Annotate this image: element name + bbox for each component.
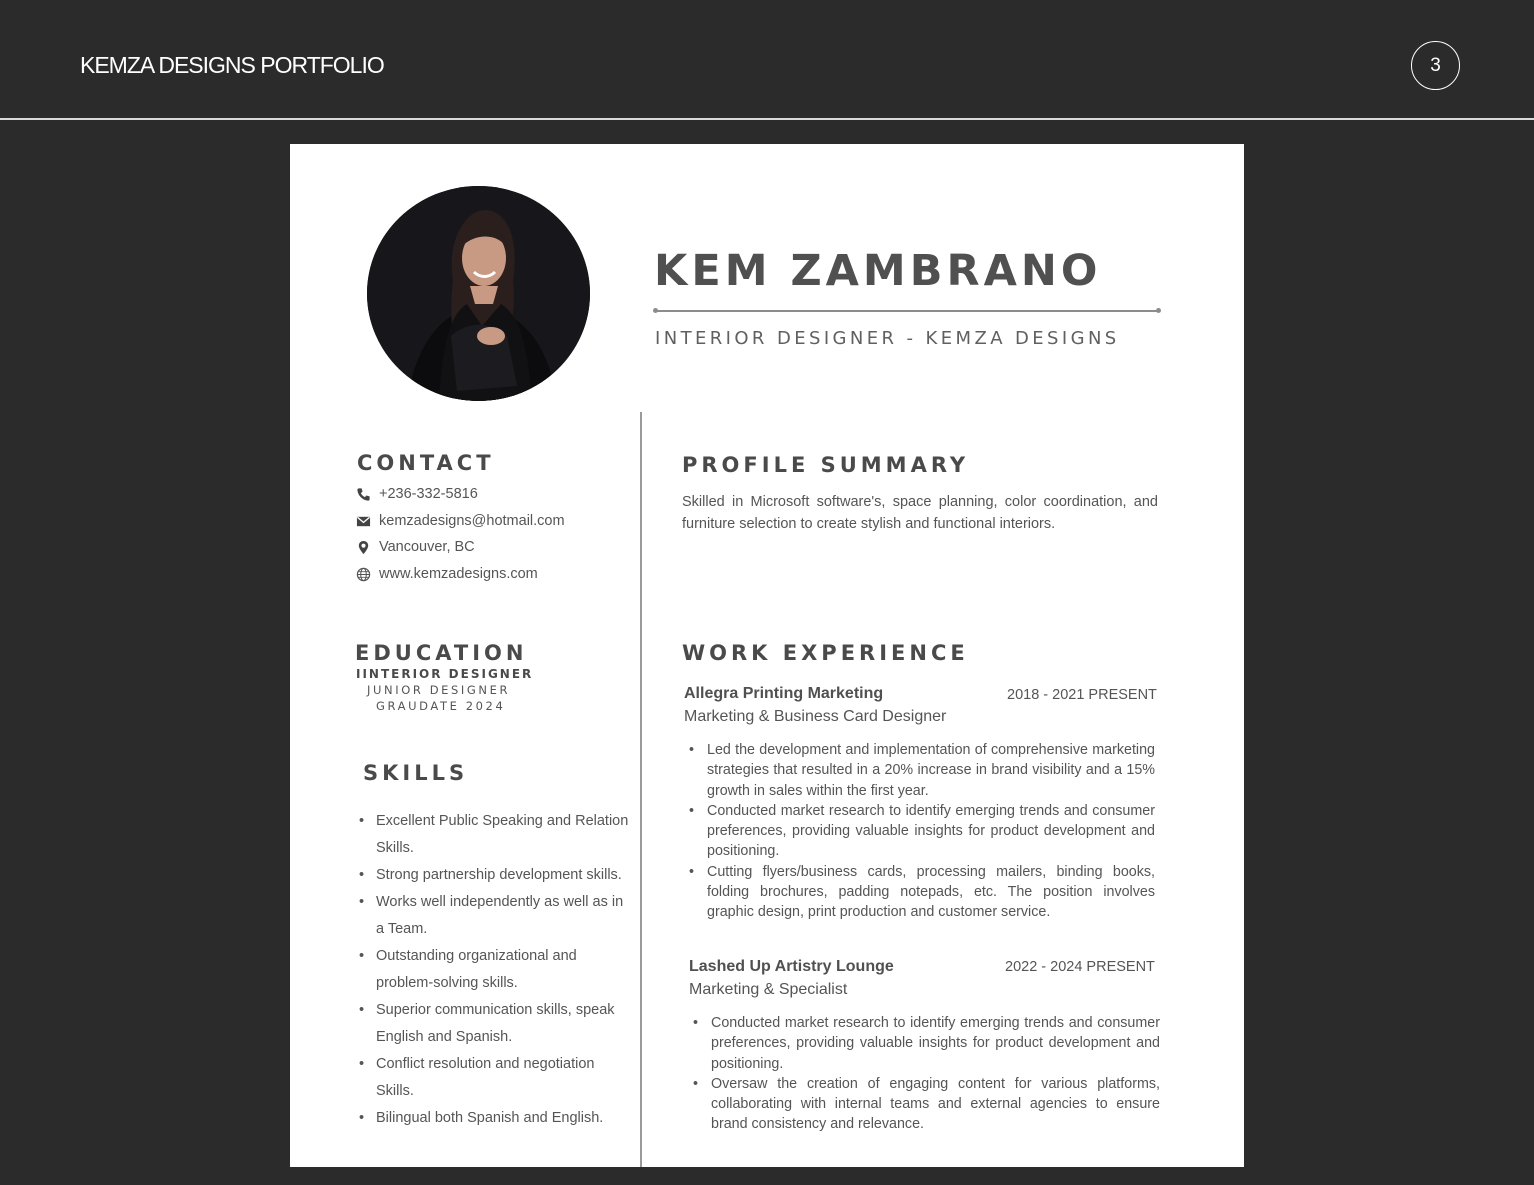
list-item: • Bilingual both Spanish and English. xyxy=(358,1105,630,1132)
list-item: • Conducted market research to identify emerging trends and consumer preferences, providing valuable insights for product development and positioning. xyxy=(689,1013,1160,1074)
list-item: • Conflict resolution and negotiation Skills. xyxy=(358,1051,630,1105)
profile-summary-heading: PROFILE SUMMARY xyxy=(682,453,970,477)
page-number-badge: 3 xyxy=(1411,41,1460,90)
job-1-company: Allegra Printing Marketing xyxy=(684,685,884,702)
contact-location-text: Vancouver, BC xyxy=(379,539,475,555)
profile-summary-text: Skilled in Microsoft software's, space planning, color coordination, and furniture selection to create stylish and functional interiors. xyxy=(682,494,1158,532)
job-2-company: Lashed Up Artistry Lounge xyxy=(689,958,894,975)
education-line-1: IINTERIOR DESIGNER xyxy=(356,667,534,681)
contact-location xyxy=(356,539,475,555)
list-item: • Strong partnership development skills. xyxy=(358,862,630,889)
job-2-dates: 2022 - 2024 PRESENT xyxy=(1005,959,1155,975)
contact-heading: CONTACT xyxy=(357,451,495,475)
list-item: • Led the development and implementation of comprehensive marketing strategies that resulted in a 20% increase in brand visibility and a 15% growth in sales within the first year. xyxy=(685,740,1155,801)
contact-email-text: kemzadesigns@hotmail.com xyxy=(379,513,565,529)
list-item: • Cutting flyers/business cards, processing mailers, binding books, folding brochures, padding notepads, etc. The position involves graphic design, print production and customer service. xyxy=(685,862,1155,923)
list-item: • Outstanding organizational and problem-solving skills. xyxy=(358,943,630,997)
contact-phone xyxy=(356,486,478,502)
resume-sheet xyxy=(290,144,1244,1167)
profile-photo xyxy=(367,186,590,401)
map-pin-icon xyxy=(356,540,371,555)
job-1-role: Marketing & Business Card Designer xyxy=(684,708,947,725)
job-1-bullets xyxy=(685,740,1155,923)
skills-list xyxy=(358,808,630,1132)
resume-name: KEM ZAMBRANO xyxy=(654,246,1102,296)
job-1-dates: 2018 - 2021 PRESENT xyxy=(1007,687,1157,703)
portfolio-header xyxy=(0,0,1534,120)
contact-website-text: www.kemzadesigns.com xyxy=(379,566,538,582)
list-item: • Oversaw the creation of engaging content for various platforms, collaborating with internal teams and external agencies to ensure brand consistency and relevance. xyxy=(689,1074,1160,1135)
skills-heading: SKILLS xyxy=(363,761,469,785)
contact-website xyxy=(356,566,538,582)
portfolio-title: KEMZA DESIGNS PORTFOLIO xyxy=(80,52,384,78)
education-heading: EDUCATION xyxy=(355,641,528,665)
name-divider xyxy=(655,310,1159,312)
education-line-2: JUNIOR DESIGNER xyxy=(367,683,511,697)
contact-phone-text: +236-332-5816 xyxy=(379,486,478,502)
list-item: • Conducted market research to identify emerging trends and consumer preferences, providing valuable insights for product development and positioning. xyxy=(685,801,1155,862)
resume-role: INTERIOR DESIGNER - KEMZA DESIGNS xyxy=(655,328,1120,349)
list-item: • Works well independently as well as in a Team. xyxy=(358,889,630,943)
column-divider xyxy=(640,412,642,1167)
envelope-icon xyxy=(356,514,371,529)
phone-icon xyxy=(356,487,371,502)
list-item: • Excellent Public Speaking and Relation Skills. xyxy=(358,808,630,862)
work-experience-heading: WORK EXPERIENCE xyxy=(682,641,969,665)
job-2-bullets xyxy=(689,1013,1160,1135)
contact-email xyxy=(356,513,565,529)
education-line-3: GRAUDATE 2024 xyxy=(376,699,506,713)
job-2-role: Marketing & Specialist xyxy=(689,981,848,998)
globe-icon xyxy=(356,567,371,582)
list-item: • Superior communication skills, speak English and Spanish. xyxy=(358,997,630,1051)
